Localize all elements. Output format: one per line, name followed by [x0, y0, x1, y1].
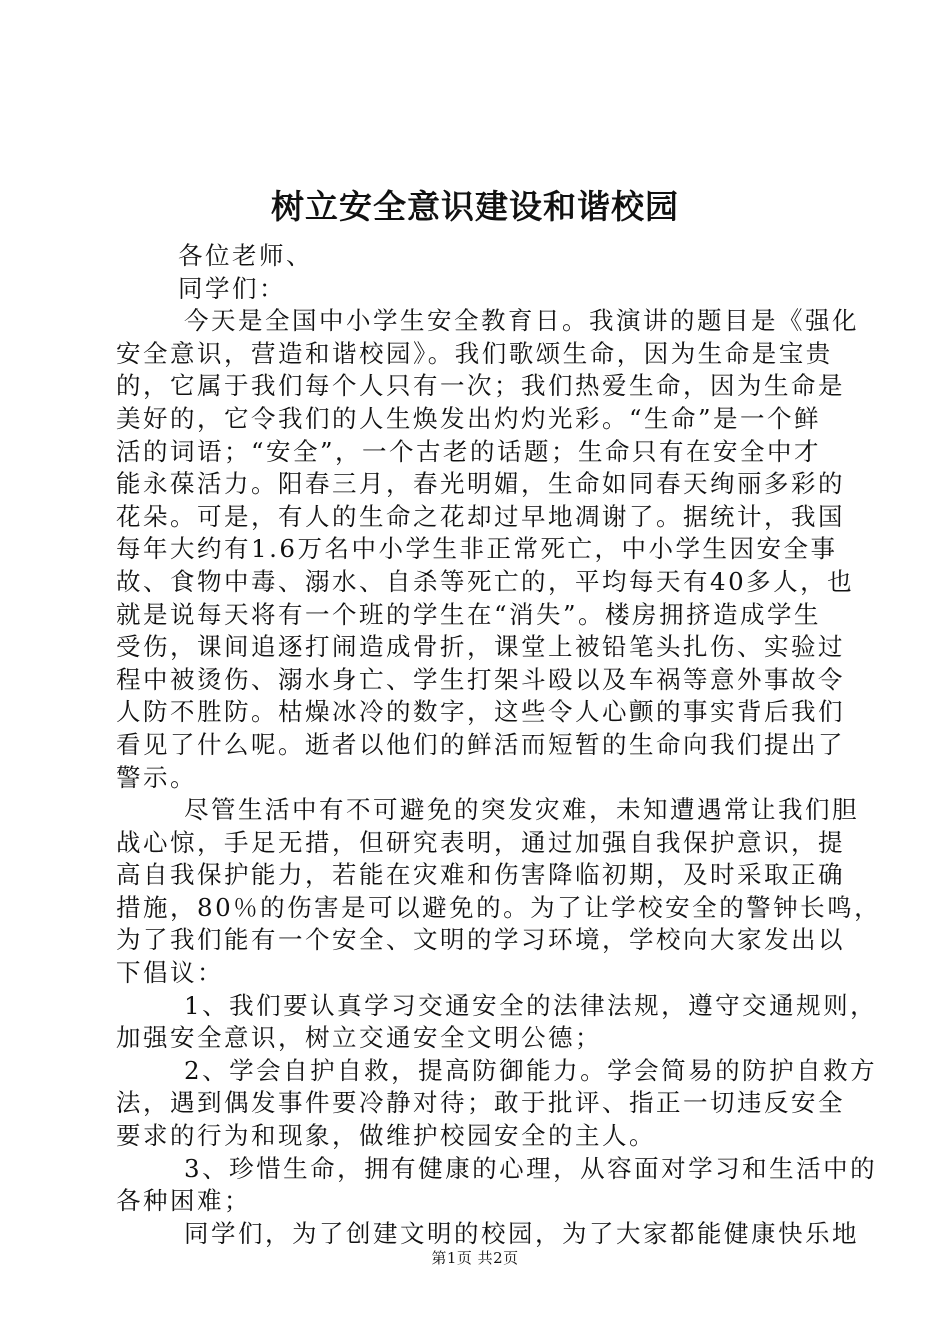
- text-line: 花朵。可是，有人的生命之花却过早地凋谢了。据统计，我国: [116, 501, 845, 531]
- document-title: 树立安全意识建设和谐校园: [271, 187, 679, 226]
- text-line: 活的词语；“安全”，一个古老的话题；生命只有在安全中才: [116, 436, 822, 466]
- text-line: 法，遇到偶发事件要冷静对待；敢于批评、指正一切违反安全: [116, 1088, 845, 1118]
- text-line: 看见了什么呢。逝者以他们的鲜活而短暂的生命向我们提出了: [116, 729, 845, 759]
- text-line: 尽管生活中有不可避免的突发灾难，未知遭遇常让我们胆: [184, 795, 859, 825]
- text-line: 同学们，为了创建文明的校园，为了大家都能健康快乐地: [184, 1218, 859, 1248]
- text-line: 为了我们能有一个安全、文明的学习环境，学校向大家发出以: [116, 925, 845, 955]
- text-line: 的，它属于我们每个人只有一次；我们热爱生命，因为生命是: [116, 371, 845, 401]
- text-line: 能永葆活力。阳春三月，春光明媚，生命如同春天绚丽多彩的: [116, 469, 845, 499]
- text-line: 1、我们要认真学习交通安全的法律法规，遵守交通规则，: [184, 990, 878, 1020]
- text-line: 各种困难；: [116, 1186, 251, 1216]
- text-line: 2、学会自护自救，提高防御能力。学会简易的防护自救方: [184, 1055, 878, 1085]
- text-line: 美好的，它令我们的人生焕发出灼灼光彩。“生命”是一个鲜: [116, 403, 822, 433]
- text-line: 3、珍惜生命，拥有健康的心理，从容面对学习和生活中的: [184, 1153, 878, 1183]
- text-line: 同学们：: [178, 273, 286, 303]
- text-line: 要求的行为和现象，做维护校园安全的主人。: [116, 1121, 656, 1151]
- text-line: 受伤，课间追逐打闹造成骨折，课堂上被铅笔头扎伤、实验过: [116, 632, 845, 662]
- page-footer: 第1页 共2页: [431, 1249, 519, 1267]
- text-line: 战心惊，手足无措，但研究表明，通过加强自我保护意识，提: [116, 827, 845, 857]
- text-line: 加强安全意识，树立交通安全文明公德；: [116, 1023, 602, 1053]
- text-line: 安全意识，营造和谐校园》。我们歌颂生命，因为生命是宝贵: [116, 338, 833, 368]
- text-line: 故、食物中毒、溺水、自杀等死亡的，平均每天有40多人，也: [116, 566, 855, 596]
- text-line: 措施，80％的伤害是可以避免的。为了让学校安全的警钟长鸣，: [116, 892, 882, 922]
- text-line: 警示。: [116, 762, 197, 792]
- text-line: 下倡议：: [116, 958, 224, 988]
- text-line: 今天是全国中小学生安全教育日。我演讲的题目是《强化: [184, 306, 859, 336]
- text-line: 就是说每天将有一个班的学生在“消失”。楼房拥挤造成学生: [116, 599, 822, 629]
- text-line: 每年大约有1.6万名中小学生非正常死亡，中小学生因安全事: [116, 534, 838, 564]
- text-line: 各位老师、: [178, 241, 313, 270]
- text-line: 人防不胜防。枯燥冰冷的数字，这些令人心颤的事实背后我们: [116, 697, 845, 727]
- document-body: [116, 240, 882, 1250]
- text-line: 程中被烫伤、溺水身亡、学生打架斗殴以及车祸等意外事故令: [116, 664, 845, 694]
- text-line: 高自我保护能力，若能在灾难和伤害降临初期，及时采取正确: [116, 860, 845, 890]
